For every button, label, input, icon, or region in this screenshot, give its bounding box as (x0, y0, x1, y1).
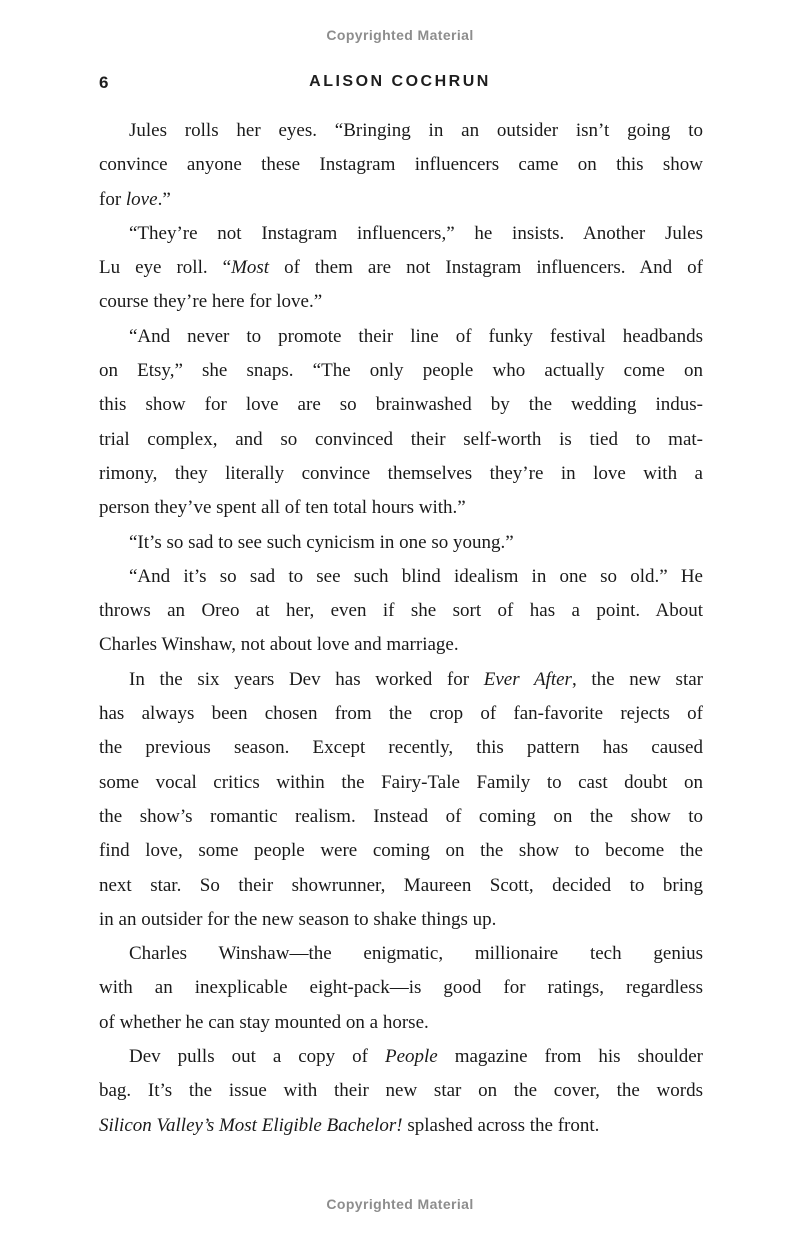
paragraph (99, 320, 703, 526)
copyright-notice-bottom: Copyrighted Material (326, 1196, 474, 1212)
body-text (99, 114, 703, 1143)
text-line: has always been chosen from the crop of fan-favorite rejects of (99, 703, 703, 725)
text-line: Charles Winshaw, not about love and marriage. (99, 634, 459, 656)
text-line: for love.” (99, 188, 171, 210)
paragraph (99, 114, 703, 217)
text-line: throws an Oreo at her, even if she sort of has a point. About (99, 600, 703, 622)
copyright-notice-top: Copyrighted Material (326, 27, 474, 43)
page-number: 6 (99, 73, 109, 92)
text-line: bag. It’s the issue with their new star on the cover, the words (99, 1080, 703, 1102)
text-line: “They’re not Instagram influencers,” he insists. Another Jules (129, 222, 703, 244)
text-line: next star. So their showrunner, Maureen Scott, decided to bring (99, 874, 703, 896)
text-line: trial complex, and so convinced their self-worth is tied to mat- (99, 428, 703, 450)
running-head (0, 73, 800, 93)
text-line: “It’s so sad to see such cynicism in one so young.” (129, 531, 514, 553)
text-line: “And never to promote their line of funky festival headbands (129, 325, 703, 347)
text-line: Dev pulls out a copy of People magazine from his shoulder (129, 1046, 703, 1068)
text-line: find love, some people were coming on the show to become the (99, 840, 703, 862)
text-line: the show’s romantic realism. Instead of coming on the show to (99, 805, 703, 827)
paragraph (99, 1040, 703, 1143)
text-line: in an outsider for the new season to shake things up. (99, 908, 497, 930)
text-line: Lu eye roll. “Most of them are not Instagram influencers. And of (99, 257, 704, 279)
paragraph (99, 937, 703, 1040)
paragraph (99, 217, 703, 320)
paragraph (99, 663, 703, 937)
paragraph (99, 560, 703, 663)
text-line: course they’re here for love.” (99, 291, 323, 313)
text-line: convince anyone these Instagram influencers came on this show (99, 154, 703, 176)
text-line: Jules rolls her eyes. “Bringing in an outsider isn’t going to (129, 120, 703, 141)
text-line: In the six years Dev has worked for Ever After, the new star (129, 668, 703, 690)
paragraph (99, 526, 703, 560)
text-line: person they’ve spent all of ten total hours with.” (99, 497, 466, 519)
text-line: this show for love are so brainwashed by the wedding indus- (99, 394, 703, 416)
text-line: the previous season. Except recently, this pattern has caused (99, 737, 703, 759)
text-line: of whether he can stay mounted on a horse. (99, 1011, 429, 1033)
text-line: “And it’s so sad to see such blind idealism in one so old.” He (129, 565, 703, 587)
text-line: Charles Winshaw—the enigmatic, millionaire tech genius (129, 943, 703, 965)
running-header-author: ALISON COCHRUN (309, 73, 491, 90)
text-line: on Etsy,” she snaps. “The only people who actually come on (99, 360, 703, 382)
text-line: with an inexplicable eight-pack—is good for ratings, regardless (99, 977, 703, 999)
text-line: Silicon Valley’s Most Eligible Bachelor! splashed across the front. (99, 1114, 600, 1136)
text-line: some vocal critics within the Fairy-Tale Family to cast doubt on (99, 771, 703, 793)
text-line: rimony, they literally convince themselves they’re in love with a (99, 462, 703, 484)
